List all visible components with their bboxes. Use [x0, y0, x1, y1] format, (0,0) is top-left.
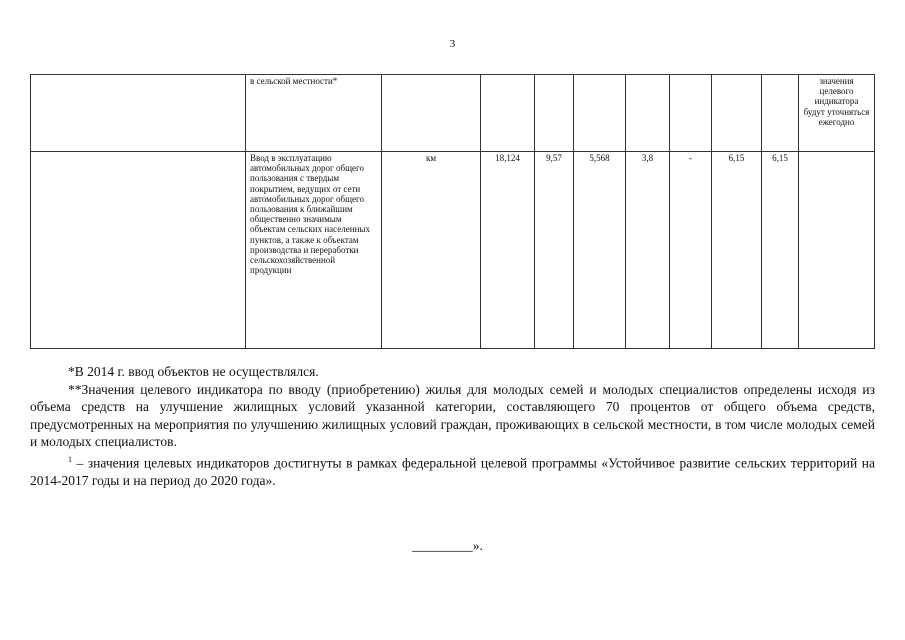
indicator-cell: Ввод в эксплуатацию автомобильных дорог общего пользования с твердым покрытием, ведущих от сети автомобильных дорог общего пользования к ближайшим общественно значимым объектам сельских населенных пунктов, а также к объектам производства и переработки сельскохозяйственной продукции [246, 152, 382, 349]
footnote-1: *В 2014 г. ввод объектов не осуществлялся. [68, 364, 319, 379]
value-cell [762, 75, 799, 152]
indicator-cell: в сельской местности* [246, 75, 382, 152]
value-cell: 18,124 [481, 152, 535, 349]
value-cell: - [670, 152, 712, 349]
value-cell [626, 75, 670, 152]
table-row [31, 75, 875, 152]
table-cell [31, 152, 246, 349]
page-number: 3 [449, 38, 456, 50]
value-cell [574, 75, 626, 152]
value-cell: 9,57 [535, 152, 574, 349]
value-cell: 6,15 [762, 152, 799, 349]
table-row [31, 152, 875, 349]
indicators-table [30, 74, 875, 349]
footnote-3 [30, 451, 875, 490]
value-cell: 6,15 [712, 152, 762, 349]
value-cell [712, 75, 762, 152]
footnote-3-text: – значения целевых индикаторов достигнуты в рамках федеральной целевой программы «Устойчивое развитие сельских территорий на 2014-2017 годы и на период до 2020 года». [30, 455, 875, 488]
value-cell: 3,8 [626, 152, 670, 349]
footnote-2: **Значения целевого индикатора по вводу (приобретению) жилья для молодых семей и молодых специалистов определены исходя из объема средств на улучшение жилищных условий указанной категории, составляющего 70 процентов от общего объема средств, предусмотренных на мероприятия по улучшению жилищных условий граждан, проживающих в сельской местности, в том числе молодых семей и молодых специалистов. [30, 381, 875, 449]
unit-cell: км [382, 152, 481, 349]
table-cell [31, 75, 246, 152]
value-cell: 5,568 [574, 152, 626, 349]
unit-cell [382, 75, 481, 152]
footnotes [30, 363, 875, 489]
value-cell [535, 75, 574, 152]
value-cell [670, 75, 712, 152]
value-cell [481, 75, 535, 152]
closing-mark: _________». [412, 538, 483, 553]
note-cell: значения целевого индикатора будут уточняться ежегодно [799, 75, 875, 152]
note-cell [799, 152, 875, 349]
footnote-3-marker: 1 [68, 454, 72, 464]
